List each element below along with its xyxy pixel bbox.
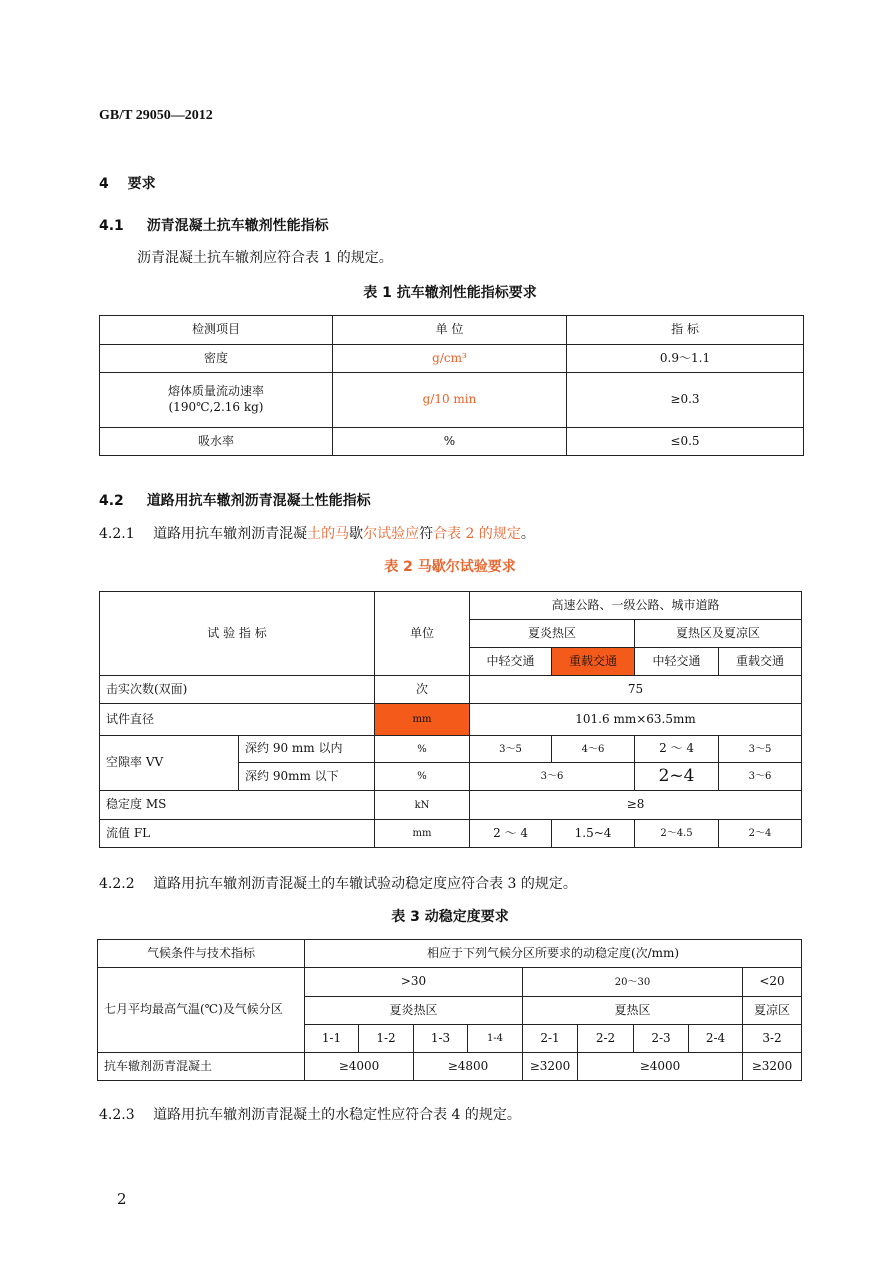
- table-cell: g/cm³: [333, 345, 567, 373]
- table-row: [100, 791, 802, 820]
- clause-number: 4.2.1: [99, 526, 135, 542]
- paragraph-4-2-3: [99, 1104, 521, 1124]
- climate-zone: 夏凉区: [743, 997, 802, 1025]
- header-traffic: 重载交通: [719, 648, 802, 676]
- zone-code: 1-3: [414, 1025, 468, 1053]
- table-cell: 深约 90 mm 以内: [239, 736, 375, 763]
- paragraph-4-1: 沥青混凝土抗车辙剂应符合表 1 的规定。: [137, 250, 393, 266]
- table-cell: mm: [375, 704, 470, 736]
- text-run: 。: [520, 526, 535, 542]
- table-row: [100, 345, 804, 373]
- table-row: [100, 704, 802, 736]
- section-4-1-heading: [99, 215, 329, 235]
- table-row: [100, 373, 804, 428]
- header-unit: 单位: [375, 592, 470, 676]
- table-cell: 2 ～ 4: [470, 820, 552, 848]
- table-cell: 流值 FL: [100, 820, 375, 848]
- table-row: [100, 428, 804, 456]
- header-condition: 气候条件与技术指标: [98, 940, 305, 968]
- table-1: [99, 315, 804, 456]
- header-zone: 夏炎热区: [470, 620, 635, 648]
- table-cell: ≥0.3: [567, 373, 804, 428]
- header-item: 试 验 指 标: [100, 592, 375, 676]
- section-title: 道路用抗车辙剂沥青混凝土性能指标: [146, 493, 371, 509]
- text-run: 道路用抗车辙剂沥青混凝土的车辙试验动稳定度应符合表 3 的规定。: [153, 876, 577, 892]
- section-number: 4: [99, 176, 109, 192]
- table-cell: 2 ～ 4: [635, 736, 719, 763]
- standard-number: GB/T 29050—2012: [99, 108, 213, 123]
- climate-zone: 夏炎热区: [305, 997, 523, 1025]
- table-cell: [100, 373, 333, 428]
- table-cell: 吸水率: [100, 428, 333, 456]
- zone-code: 2-1: [523, 1025, 578, 1053]
- page-number: 2: [117, 1190, 127, 1208]
- temperature-label: 七月平均最高气温(℃)及气候分区: [98, 968, 305, 1053]
- table-cell: 0.9～1.1: [567, 345, 804, 373]
- table-cell: 2～4.5: [635, 820, 719, 848]
- climate-zone: 夏热区: [523, 997, 743, 1025]
- table-header-cell: 单 位: [333, 316, 567, 345]
- table-3: [97, 939, 802, 1081]
- zone-code: 2-3: [634, 1025, 689, 1053]
- table-cell: ≥3200: [743, 1053, 802, 1081]
- section-number: 4.2: [99, 493, 124, 509]
- table-3-caption: 表 3 动稳定度要求: [391, 909, 509, 925]
- table-cell: 空隙率 VV: [100, 736, 239, 791]
- table-row: [98, 1053, 802, 1081]
- header-zone: 夏热区及夏凉区: [635, 620, 802, 648]
- table-cell: ≥4800: [414, 1053, 523, 1081]
- table-2-caption: 表 2 马歇尔试验要求: [384, 559, 516, 575]
- table-cell: 3～5: [470, 736, 552, 763]
- table-cell: 次: [375, 676, 470, 704]
- table-cell: 2~4: [635, 763, 719, 791]
- text-run: 歇: [349, 526, 364, 542]
- text-run: 道路用抗车辙剂沥青混凝: [153, 526, 308, 542]
- table-cell: 4～6: [552, 736, 635, 763]
- table-row: [100, 736, 802, 763]
- table-row: [100, 676, 802, 704]
- table-cell: kN: [375, 791, 470, 820]
- clause-number: 4.2.2: [99, 876, 135, 892]
- table-row: [100, 820, 802, 848]
- clause-number: 4.2.3: [99, 1107, 135, 1123]
- table-cell: g/10 min: [333, 373, 567, 428]
- zone-code: 2-2: [578, 1025, 634, 1053]
- text-run: 土的马: [307, 526, 350, 542]
- text-run: 符: [419, 526, 434, 542]
- paragraph-4-2-1: [99, 523, 535, 543]
- table-cell: ≤0.5: [567, 428, 804, 456]
- table-cell: 密度: [100, 345, 333, 373]
- table-cell: 101.6 mm×63.5mm: [470, 704, 802, 736]
- table-cell: 击实次数(双面): [100, 676, 375, 704]
- header-traffic: 中轻交通: [470, 648, 552, 676]
- zone-code: 1-2: [359, 1025, 414, 1053]
- table-cell: 2～4: [719, 820, 802, 848]
- header-traffic: 中轻交通: [635, 648, 719, 676]
- table-cell: mm: [375, 820, 470, 848]
- table-header-cell: 指 标: [567, 316, 804, 345]
- table-header-cell: 检测项目: [100, 316, 333, 345]
- text-run: 合表 2 的规定: [433, 526, 521, 542]
- table-cell: 3～6: [719, 763, 802, 791]
- table-2: [99, 591, 802, 848]
- section-title: 沥青混凝土抗车辙剂性能指标: [146, 218, 329, 234]
- zone-code: 1-1: [305, 1025, 359, 1053]
- table-cell: %: [375, 763, 470, 791]
- table-cell: 深约 90mm 以下: [239, 763, 375, 791]
- table-cell: 3～6: [470, 763, 635, 791]
- table-cell: 75: [470, 676, 802, 704]
- header-requirement: 相应于下列气候分区所要求的动稳定度(次/mm): [305, 940, 802, 968]
- cell-line: (190℃,2.16 kg): [168, 400, 264, 414]
- zone-code: 2-4: [689, 1025, 743, 1053]
- table-cell: ≥4000: [578, 1053, 743, 1081]
- table-cell: 3～5: [719, 736, 802, 763]
- table-1-caption: 表 1 抗车辙剂性能指标要求: [363, 285, 537, 301]
- paragraph-4-2-2: [99, 873, 577, 893]
- zone-code: 3-2: [743, 1025, 802, 1053]
- temperature-range: >30: [305, 968, 523, 997]
- zone-code: 1-4: [468, 1025, 523, 1053]
- header-road: 高速公路、一级公路、城市道路: [470, 592, 802, 620]
- text-run: 道路用抗车辙剂沥青混凝土的水稳定性应符合表 4 的规定。: [153, 1107, 521, 1123]
- section-4-2-heading: [99, 490, 371, 510]
- table-cell: ≥4000: [305, 1053, 414, 1081]
- temperature-range: 20～30: [523, 968, 743, 997]
- section-title: 要求: [127, 176, 156, 192]
- table-cell: 抗车辙剂沥青混凝土: [98, 1053, 305, 1081]
- table-cell: ≥3200: [523, 1053, 578, 1081]
- table-cell: 试件直径: [100, 704, 375, 736]
- temperature-range: <20: [743, 968, 802, 997]
- header-traffic: 重载交通: [552, 648, 635, 676]
- section-number: 4.1: [99, 218, 124, 234]
- table-cell: %: [333, 428, 567, 456]
- text-run: 尔试验应: [363, 526, 420, 542]
- table-cell: ≥8: [470, 791, 802, 820]
- table-cell: 稳定度 MS: [100, 791, 375, 820]
- cell-line: 熔体质量流动速率: [167, 384, 264, 399]
- table-cell: %: [375, 736, 470, 763]
- section-4-heading: [99, 173, 156, 193]
- table-cell: 1.5~4: [552, 820, 635, 848]
